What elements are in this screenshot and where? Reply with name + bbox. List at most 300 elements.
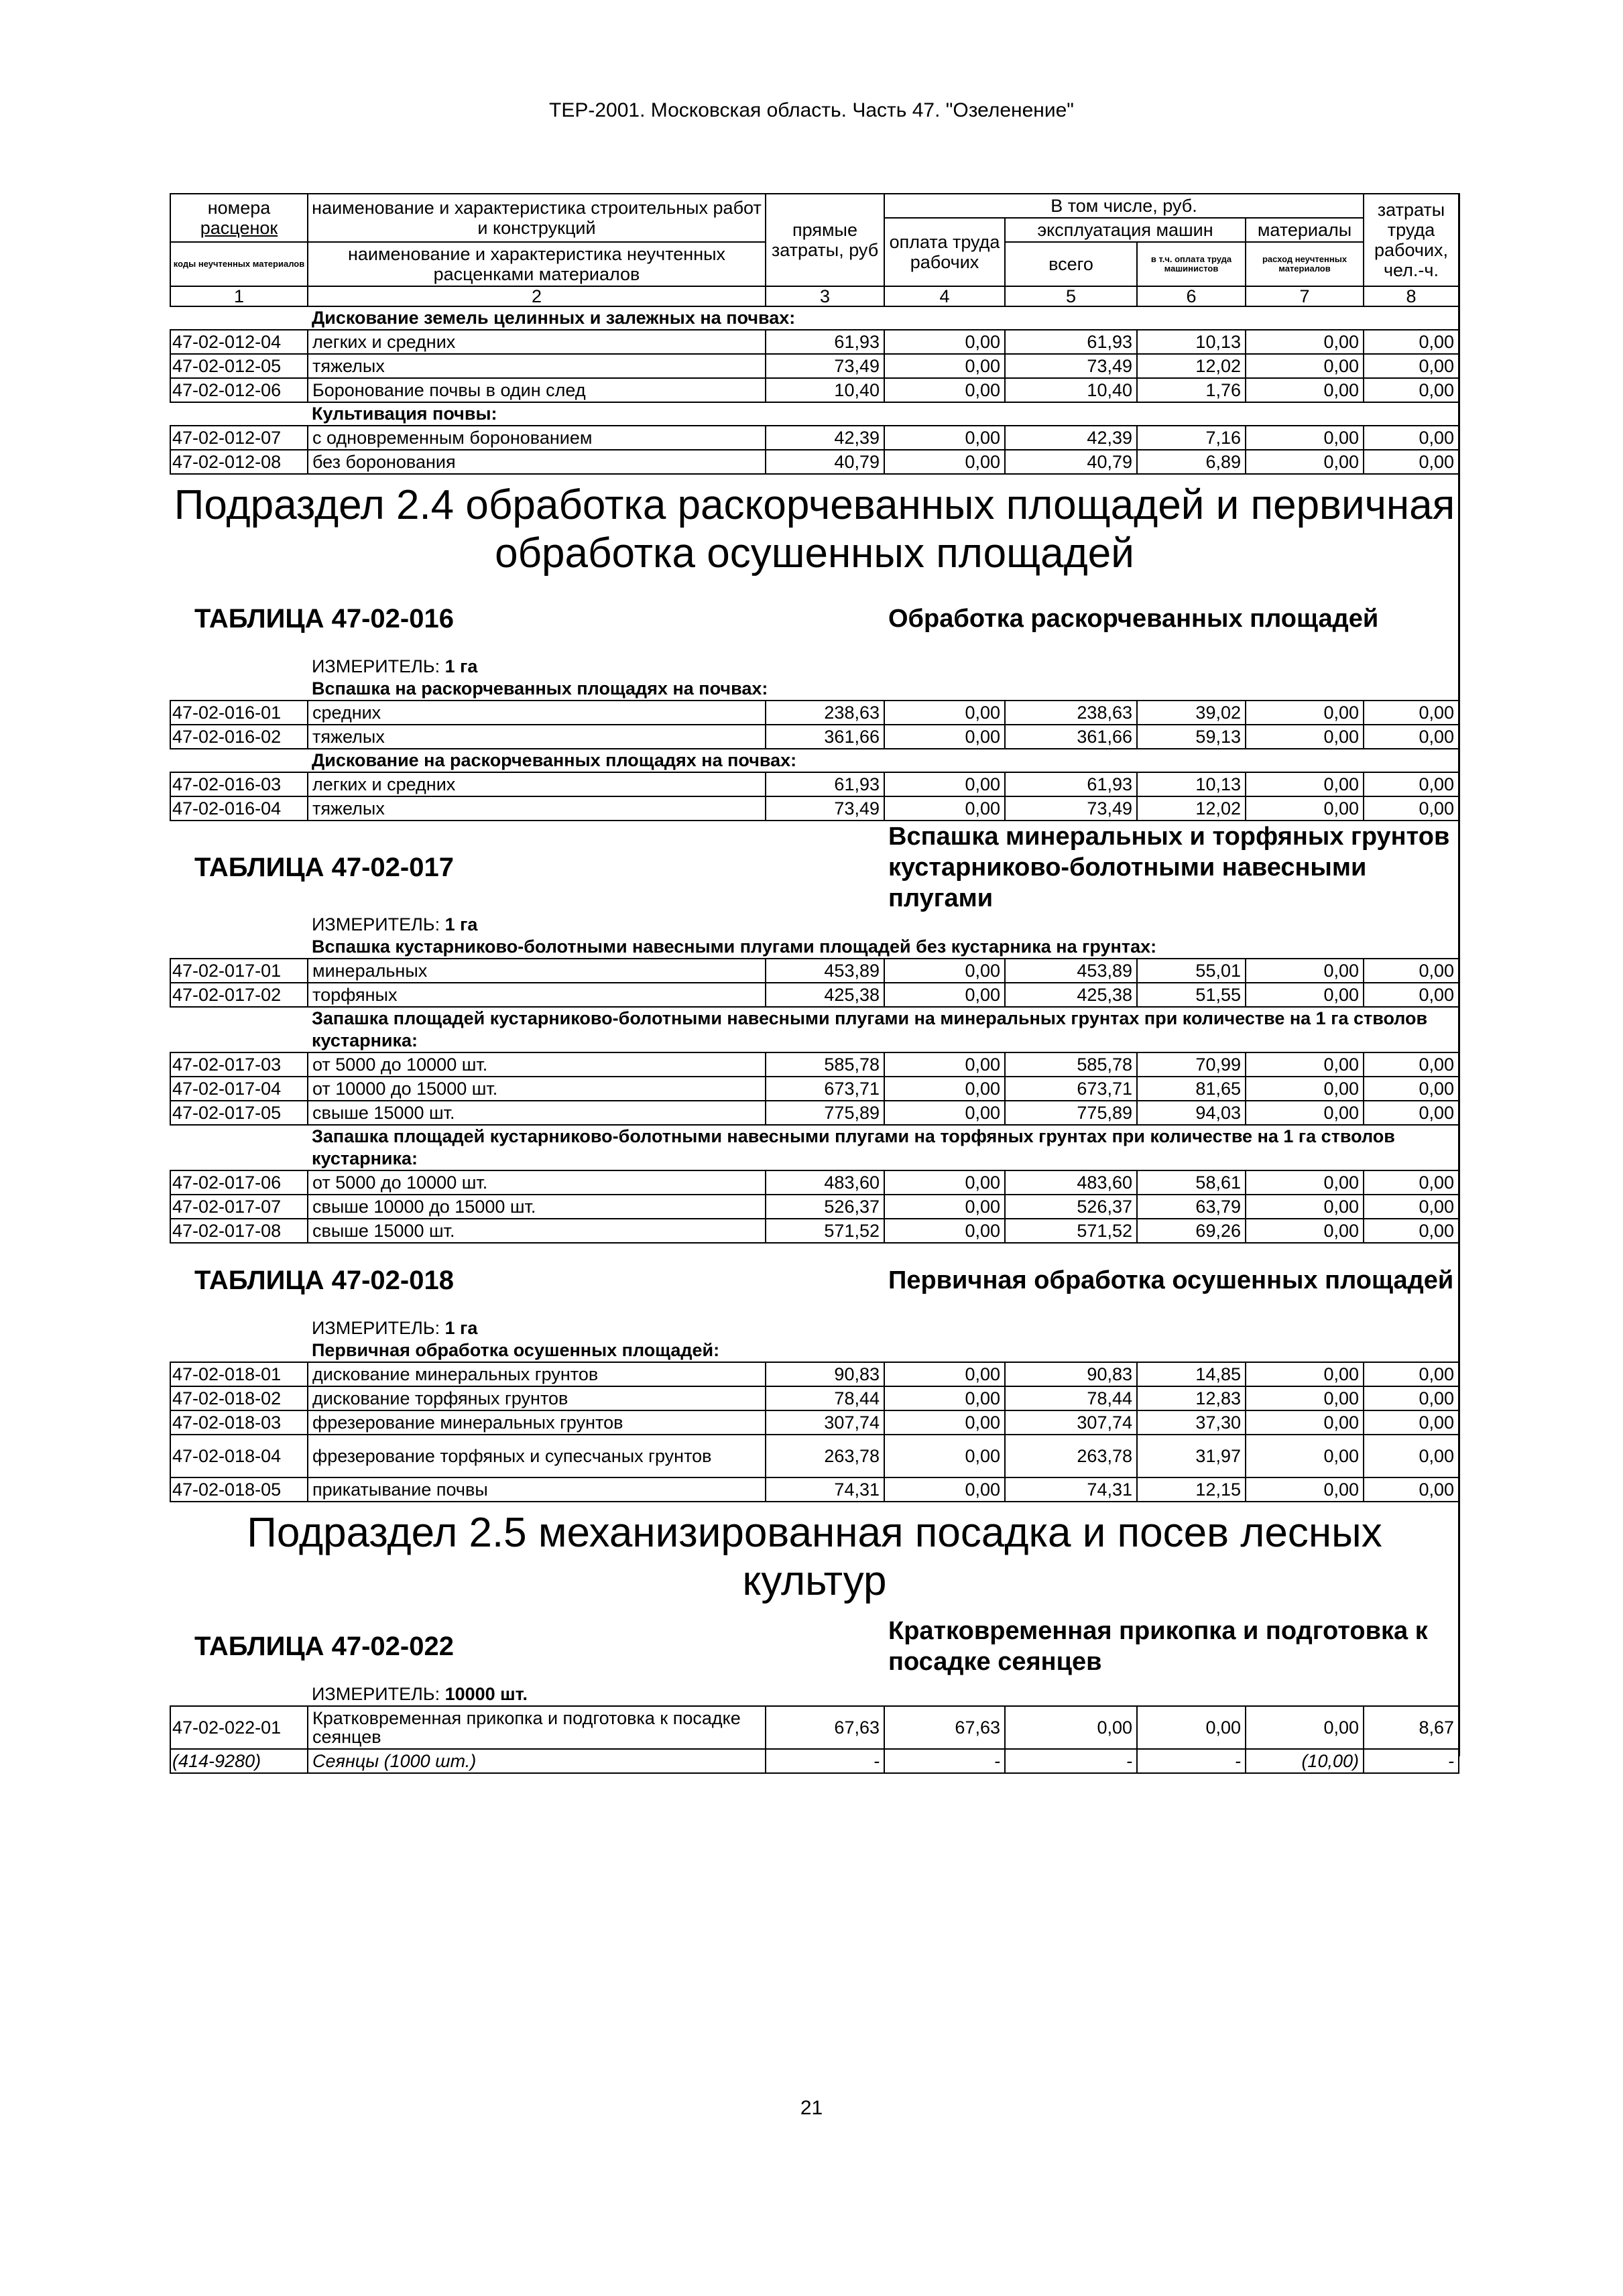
rate-value: 42,39 (1005, 426, 1137, 450)
rate-value: 70,99 (1137, 1052, 1246, 1077)
group-row (170, 1125, 1459, 1170)
rate-value: 0,00 (884, 1386, 1005, 1410)
rate-code: 47-02-022-01 (170, 1706, 308, 1749)
measure-label: ИЗМЕРИТЕЛЬ: (312, 1684, 440, 1704)
rate-description: свыше 10000 до 15000 шт. (308, 1195, 766, 1219)
rate-value: 0,00 (1246, 1170, 1364, 1195)
table-title: Первичная обработка осушенных площадей (888, 1266, 1454, 1294)
rate-value: 39,02 (1137, 701, 1246, 725)
rate-row (170, 983, 1459, 1007)
measure-spacer (170, 1683, 308, 1706)
rate-description: фрезерование торфяных и супесчаных грунтов (308, 1435, 766, 1477)
rate-code: 47-02-018-05 (170, 1477, 308, 1502)
rate-row (170, 725, 1459, 749)
subsection-row (170, 1502, 1459, 1610)
rate-value: 0,00 (1246, 725, 1364, 749)
group-heading: Первичная обработка осушенных площадей: (308, 1339, 1459, 1362)
rate-value: 238,63 (1005, 701, 1137, 725)
rate-code: 47-02-016-01 (170, 701, 308, 725)
measure-spacer (170, 656, 308, 678)
rate-row (170, 354, 1459, 378)
rate-value: 775,89 (1005, 1101, 1137, 1125)
rate-value: 0,00 (884, 378, 1005, 402)
rate-value: 42,39 (766, 426, 884, 450)
group-row (170, 1007, 1459, 1052)
rate-value: - (1364, 1749, 1459, 1773)
rate-value: 0,00 (1246, 330, 1364, 354)
table-heading-row (170, 1610, 1459, 1683)
measure-value: 1 га (444, 914, 478, 934)
rate-code: 47-02-017-08 (170, 1219, 308, 1243)
rate-description: от 5000 до 10000 шт. (308, 1170, 766, 1195)
rate-code: 47-02-018-04 (170, 1435, 308, 1477)
rate-value: 40,79 (1005, 450, 1137, 474)
rate-description: торфяных (308, 983, 766, 1007)
rate-value: 12,15 (1137, 1477, 1246, 1502)
table-title: Кратковременная прикопка и подготовка к посадке сеянцев (888, 1617, 1428, 1676)
rate-code: (414-9280) (170, 1749, 308, 1773)
rate-value: 81,65 (1137, 1077, 1246, 1101)
subsection-title: Подраздел 2.5 механизированная посадка и посев лесных культур (247, 1510, 1382, 1604)
table-title: Вспашка минеральных и торфяных грунтов кустарниково-болотными навесными плугами (888, 823, 1450, 912)
rate-row (170, 1219, 1459, 1243)
rate-value: 74,31 (766, 1477, 884, 1502)
rate-value: 10,40 (1005, 378, 1137, 402)
rate-value: 0,00 (1246, 772, 1364, 796)
table-number: ТАБЛИЦА 47-02-017 (194, 852, 454, 882)
rate-value: 0,00 (884, 450, 1005, 474)
rate-row (170, 1386, 1459, 1410)
rate-code: 47-02-012-07 (170, 426, 308, 450)
measure-value: 10000 шт. (444, 1684, 528, 1704)
rate-code: 47-02-017-05 (170, 1101, 308, 1125)
rate-value: - (884, 1749, 1005, 1773)
column-number: 6 (1137, 286, 1246, 306)
rate-value: 0,00 (884, 426, 1005, 450)
rate-value: 0,00 (1364, 796, 1459, 821)
rate-row (170, 1410, 1459, 1435)
rate-value: 51,55 (1137, 983, 1246, 1007)
table-number: ТАБЛИЦА 47-02-016 (194, 603, 454, 633)
rate-description: тяжелых (308, 725, 766, 749)
column-number: 7 (1246, 286, 1364, 306)
rate-value: 0,00 (1364, 1386, 1459, 1410)
rate-value: 361,66 (766, 725, 884, 749)
rate-value: 37,30 (1137, 1410, 1246, 1435)
measure-unit (308, 1317, 1459, 1339)
rate-value: 526,37 (1005, 1195, 1137, 1219)
group-row (170, 306, 1459, 330)
rate-value: 73,49 (766, 354, 884, 378)
rate-value: 63,79 (1137, 1195, 1246, 1219)
rates-table (170, 193, 1459, 1774)
rate-code: 47-02-017-02 (170, 983, 308, 1007)
measure-label: ИЗМЕРИТЕЛЬ: (312, 914, 440, 934)
rate-value: 12,02 (1137, 354, 1246, 378)
rate-value: 90,83 (766, 1362, 884, 1386)
rate-value: 0,00 (1364, 450, 1459, 474)
group-row (170, 749, 1459, 772)
measure-value: 1 га (444, 656, 478, 676)
measure-row (170, 656, 1459, 678)
rate-value: 73,49 (766, 796, 884, 821)
rate-value: 0,00 (1246, 1477, 1364, 1502)
rate-value: 94,03 (1137, 1101, 1246, 1125)
rate-value: 10,13 (1137, 330, 1246, 354)
rate-value: 69,26 (1137, 1219, 1246, 1243)
rate-value: 453,89 (766, 959, 884, 983)
rate-value: 78,44 (1005, 1386, 1137, 1410)
rate-value: 0,00 (884, 1477, 1005, 1502)
rate-value: 585,78 (766, 1052, 884, 1077)
header-material-codes: коды неучтенных материалов (170, 242, 308, 286)
subsection-title: Подраздел 2.4 обработка раскорчеванных площадей и первичная обработка осушенных площадей (174, 482, 1455, 577)
group-heading: Дискование земель целинных и залежных на почвах: (308, 306, 1459, 330)
rate-value: 0,00 (1364, 1219, 1459, 1243)
rate-row (170, 959, 1459, 983)
rate-value: 0,00 (884, 1195, 1005, 1219)
rate-row (170, 1052, 1459, 1077)
rate-code: 47-02-018-03 (170, 1410, 308, 1435)
rate-value: 0,00 (1005, 1706, 1137, 1749)
column-number-row (170, 286, 1459, 306)
rate-value: 0,00 (1246, 450, 1364, 474)
rate-value: 74,31 (1005, 1477, 1137, 1502)
subsection-row (170, 474, 1459, 582)
rate-description: Сеянцы (1000 шт.) (308, 1749, 766, 1773)
rate-value: 0,00 (884, 959, 1005, 983)
column-number: 1 (170, 286, 308, 306)
header-machine-operation: эксплуатация машин (1005, 218, 1246, 242)
rate-value: 0,00 (1246, 1195, 1364, 1219)
table-number: ТАБЛИЦА 47-02-018 (194, 1265, 454, 1295)
rate-value: 0,00 (1364, 1170, 1459, 1195)
rate-value: 0,00 (1364, 1195, 1459, 1219)
rate-value: 0,00 (884, 1435, 1005, 1477)
rate-value: 14,85 (1137, 1362, 1246, 1386)
rate-value: 67,63 (766, 1706, 884, 1749)
rate-description: от 5000 до 10000 шт. (308, 1052, 766, 1077)
rate-value: 238,63 (766, 701, 884, 725)
group-heading: Запашка площадей кустарниково-болотными навесными плугами на торфяных грунтах при количестве на 1 га стволов кустарника: (308, 1125, 1459, 1170)
rate-description: с одновременным боронованием (308, 426, 766, 450)
group-spacer (170, 678, 308, 701)
rate-description: Кратковременная прикопка и подготовка к посадке сеянцев (308, 1706, 766, 1749)
rate-value: 673,71 (766, 1077, 884, 1101)
rate-value: 90,83 (1005, 1362, 1137, 1386)
group-heading: Запашка площадей кустарниково-болотными навесными плугами на минеральных грунтах при количестве на 1 га стволов кустарника: (308, 1007, 1459, 1052)
rate-value: 0,00 (1246, 1410, 1364, 1435)
rate-value: 0,00 (884, 354, 1005, 378)
rate-value: 73,49 (1005, 354, 1137, 378)
group-heading: Культивация почвы: (308, 402, 1459, 426)
rate-description: фрезерование минеральных грунтов (308, 1410, 766, 1435)
rate-description: от 10000 до 15000 шт. (308, 1077, 766, 1101)
header-rate-number: номера расценок (170, 194, 308, 242)
rate-value: 61,93 (766, 330, 884, 354)
rate-code: 47-02-017-03 (170, 1052, 308, 1077)
group-spacer (170, 749, 308, 772)
rate-value: 0,00 (1246, 1706, 1364, 1749)
table-heading-row (170, 1243, 1459, 1317)
rate-description: легких и средних (308, 330, 766, 354)
rate-row (170, 330, 1459, 354)
rate-value: 0,00 (884, 1052, 1005, 1077)
rate-value: 0,00 (1246, 354, 1364, 378)
rate-value: 0,00 (884, 725, 1005, 749)
rate-value: 12,83 (1137, 1386, 1246, 1410)
rate-value: 0,00 (884, 1170, 1005, 1195)
rate-value: 0,00 (1246, 959, 1364, 983)
rate-value: 10,40 (766, 378, 884, 402)
group-row (170, 402, 1459, 426)
rate-value: 0,00 (1364, 354, 1459, 378)
header-direct-costs: прямые затраты, руб (766, 194, 884, 286)
measure-value: 1 га (444, 1318, 478, 1338)
rate-value: 0,00 (1364, 426, 1459, 450)
rate-value: 31,97 (1137, 1435, 1246, 1477)
rate-row (170, 701, 1459, 725)
rate-value: 0,00 (1364, 378, 1459, 402)
rate-value: 307,74 (1005, 1410, 1137, 1435)
rate-value: 0,00 (1364, 330, 1459, 354)
rate-row (170, 426, 1459, 450)
measure-spacer (170, 914, 308, 936)
rate-value: 12,02 (1137, 796, 1246, 821)
rate-value: (10,00) (1246, 1749, 1364, 1773)
rate-value: 307,74 (766, 1410, 884, 1435)
rate-value: 0,00 (1364, 959, 1459, 983)
group-spacer (170, 1339, 308, 1362)
rate-value: 0,00 (884, 1101, 1005, 1125)
rate-value: 0,00 (1246, 1435, 1364, 1477)
page-number: 21 (800, 2097, 823, 2119)
header-machine-total: всего (1005, 242, 1137, 286)
header-labor-costs: затраты труда рабочих, чел.-ч. (1364, 194, 1459, 286)
rate-description: минеральных (308, 959, 766, 983)
rate-row (170, 1477, 1459, 1502)
rate-value: 263,78 (1005, 1435, 1137, 1477)
rate-value: 0,00 (1364, 1362, 1459, 1386)
rate-value: 8,67 (1364, 1706, 1459, 1749)
rate-value: 59,13 (1137, 725, 1246, 749)
rate-value: 0,00 (1364, 983, 1459, 1007)
rate-description: тяжелых (308, 354, 766, 378)
column-number: 4 (884, 286, 1005, 306)
rate-code: 47-02-012-05 (170, 354, 308, 378)
rate-value: 1,76 (1137, 378, 1246, 402)
rate-value: 0,00 (884, 1219, 1005, 1243)
column-number: 8 (1364, 286, 1459, 306)
rate-row (170, 796, 1459, 821)
rate-row (170, 1435, 1459, 1477)
header-machinist-pay: в т.ч. оплата труда машинистов (1137, 242, 1246, 286)
rates-table-frame (170, 193, 1460, 1771)
rate-row (170, 772, 1459, 796)
rate-value: 0,00 (1364, 1410, 1459, 1435)
rate-value: 0,00 (1246, 983, 1364, 1007)
header-workers-pay: оплата труда рабочих (884, 218, 1005, 286)
measure-label: ИЗМЕРИТЕЛЬ: (312, 1318, 440, 1338)
column-number: 3 (766, 286, 884, 306)
rate-value: 10,13 (1137, 772, 1246, 796)
table-heading-row (170, 582, 1459, 656)
header-material-usage: расход неучтенных материалов (1246, 242, 1364, 286)
rate-value: 0,00 (884, 1362, 1005, 1386)
rate-value: 0,00 (1364, 1052, 1459, 1077)
rate-row (170, 1170, 1459, 1195)
measure-row (170, 1683, 1459, 1706)
group-row (170, 678, 1459, 701)
rate-value: 0,00 (1364, 701, 1459, 725)
rate-value: 483,60 (766, 1170, 884, 1195)
rate-value: 483,60 (1005, 1170, 1137, 1195)
rate-value: 0,00 (1364, 1077, 1459, 1101)
rate-description: свыше 15000 шт. (308, 1101, 766, 1125)
rate-row (170, 1077, 1459, 1101)
rate-value: 775,89 (766, 1101, 884, 1125)
group-spacer (170, 306, 308, 330)
group-row (170, 1339, 1459, 1362)
rate-value: 55,01 (1137, 959, 1246, 983)
measure-label: ИЗМЕРИТЕЛЬ: (312, 656, 440, 676)
rate-description: прикатывание почвы (308, 1477, 766, 1502)
rate-value: 0,00 (1246, 426, 1364, 450)
table-title: Обработка раскорчеванных площадей (888, 605, 1379, 633)
rate-row (170, 1101, 1459, 1125)
table-number: ТАБЛИЦА 47-02-022 (194, 1631, 454, 1661)
rate-value: 0,00 (1364, 772, 1459, 796)
rate-value: - (1137, 1749, 1246, 1773)
header-work-name: наименование и характеристика строительных работ и конструкций (308, 194, 766, 242)
rate-value: 263,78 (766, 1435, 884, 1477)
group-spacer (170, 402, 308, 426)
rate-value: 0,00 (884, 1077, 1005, 1101)
rate-description: тяжелых (308, 796, 766, 821)
rate-description: Боронование почвы в один след (308, 378, 766, 402)
rate-value: 0,00 (1246, 1101, 1364, 1125)
rate-value: 0,00 (1364, 725, 1459, 749)
group-heading: Вспашка кустарниково-болотными навесными плугами площадей без кустарника на грунтах: (308, 936, 1459, 959)
rate-value: 0,00 (884, 772, 1005, 796)
rate-value: - (766, 1749, 884, 1773)
rate-code: 47-02-017-04 (170, 1077, 308, 1101)
rate-row (170, 450, 1459, 474)
rate-value: 61,93 (766, 772, 884, 796)
rate-row (170, 1706, 1459, 1749)
rate-code: 47-02-012-06 (170, 378, 308, 402)
rate-value: 425,38 (766, 983, 884, 1007)
rate-value: 61,93 (1005, 772, 1137, 796)
rate-value: 571,52 (1005, 1219, 1137, 1243)
rate-code: 47-02-012-08 (170, 450, 308, 474)
table-heading-row (170, 821, 1459, 914)
rate-description: легких и средних (308, 772, 766, 796)
rate-description: средних (308, 701, 766, 725)
rate-value: 453,89 (1005, 959, 1137, 983)
group-heading: Вспашка на раскорчеванных площадях на почвах: (308, 678, 1459, 701)
group-spacer (170, 936, 308, 959)
rate-code: 47-02-017-07 (170, 1195, 308, 1219)
rate-value: 67,63 (884, 1706, 1005, 1749)
page-header: ТЕР-2001. Московская область. Часть 47. "Озеленение" (549, 99, 1074, 121)
group-row (170, 936, 1459, 959)
rate-value: 61,93 (1005, 330, 1137, 354)
rate-code: 47-02-017-01 (170, 959, 308, 983)
rate-description: дискование минеральных грунтов (308, 1362, 766, 1386)
rate-value: 0,00 (1364, 1477, 1459, 1502)
group-heading: Дискование на раскорчеванных площадях на почвах: (308, 749, 1459, 772)
rate-value: 7,16 (1137, 426, 1246, 450)
rate-value: 526,37 (766, 1195, 884, 1219)
rate-value: 6,89 (1137, 450, 1246, 474)
rate-value: 0,00 (1246, 796, 1364, 821)
measure-unit (308, 656, 1459, 678)
rate-value: 0,00 (884, 330, 1005, 354)
rate-description: дискование торфяных грунтов (308, 1386, 766, 1410)
measure-spacer (170, 1317, 308, 1339)
rate-value: 0,00 (1246, 378, 1364, 402)
rate-code: 47-02-016-03 (170, 772, 308, 796)
rate-row (170, 1362, 1459, 1386)
group-spacer (170, 1007, 308, 1052)
measure-unit (308, 914, 1459, 936)
rate-value: 0,00 (1246, 1077, 1364, 1101)
rate-value: 0,00 (1364, 1101, 1459, 1125)
rate-value: 40,79 (766, 450, 884, 474)
rate-code: 47-02-018-01 (170, 1362, 308, 1386)
rate-value: 0,00 (1246, 1219, 1364, 1243)
rate-row (170, 1195, 1459, 1219)
rate-value: 0,00 (1137, 1706, 1246, 1749)
rate-value: 73,49 (1005, 796, 1137, 821)
rate-value: 0,00 (1246, 701, 1364, 725)
rate-value: 0,00 (1364, 1435, 1459, 1477)
header-materials: материалы (1246, 218, 1364, 242)
rate-code: 47-02-018-02 (170, 1386, 308, 1410)
rate-value: 571,52 (766, 1219, 884, 1243)
rate-code: 47-02-017-06 (170, 1170, 308, 1195)
group-spacer (170, 1125, 308, 1170)
measure-row (170, 1317, 1459, 1339)
rate-code: 47-02-016-02 (170, 725, 308, 749)
rate-code: 47-02-012-04 (170, 330, 308, 354)
rate-value: 0,00 (1246, 1386, 1364, 1410)
measure-row (170, 914, 1459, 936)
rate-value: 0,00 (884, 796, 1005, 821)
rate-value: 425,38 (1005, 983, 1137, 1007)
rate-value: 361,66 (1005, 725, 1137, 749)
rate-value: 0,00 (884, 983, 1005, 1007)
header-including: В том числе, руб. (884, 194, 1364, 218)
rate-value: 673,71 (1005, 1077, 1137, 1101)
rate-row (170, 1749, 1459, 1773)
rate-value: 585,78 (1005, 1052, 1137, 1077)
column-number: 2 (308, 286, 766, 306)
rate-value: 0,00 (884, 1410, 1005, 1435)
rate-value: - (1005, 1749, 1137, 1773)
rate-description: без боронования (308, 450, 766, 474)
measure-unit (308, 1683, 1459, 1706)
rate-value: 0,00 (884, 701, 1005, 725)
rate-value: 78,44 (766, 1386, 884, 1410)
rate-value: 58,61 (1137, 1170, 1246, 1195)
rate-value: 0,00 (1246, 1362, 1364, 1386)
rate-code: 47-02-016-04 (170, 796, 308, 821)
column-number: 5 (1005, 286, 1137, 306)
rate-value: 0,00 (1246, 1052, 1364, 1077)
rate-row (170, 378, 1459, 402)
